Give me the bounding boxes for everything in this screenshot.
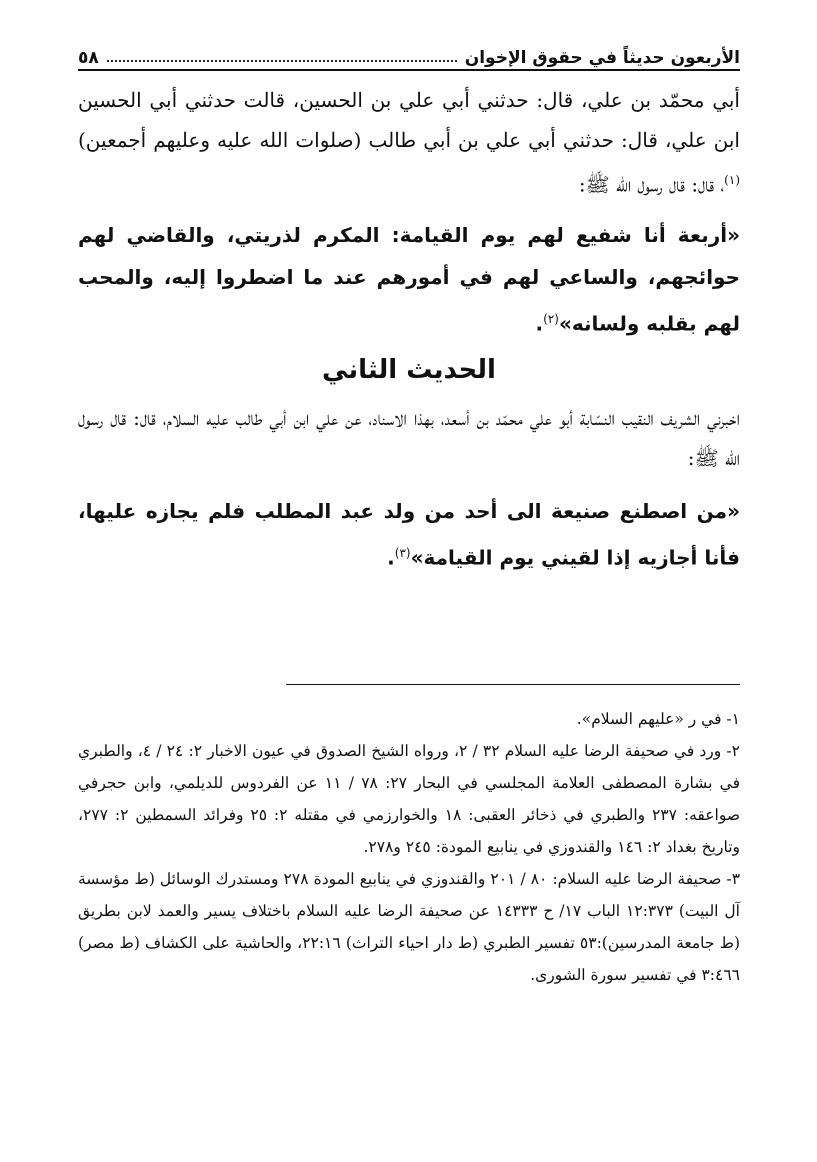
hadith-2-text: «من اصطنع صنيعة الى أحد من ولد عبد المطلب فلم يجازه عليها، فأنا أجازيه إذا لقيني يوم القيامة» <box>78 499 740 570</box>
footnote-ref-1: (١) <box>724 173 740 187</box>
isnad-text-2: اخبرني الشريف النقيب النسّابة أبو علي محمّد بن أسعد، بهذا الاسناد، عن علي ابن أبي طالب عليه السلام، قال: قال رسول الله ﷺ: <box>78 406 740 470</box>
section-title: الحديث الثاني <box>322 355 496 385</box>
hadith-1 <box>78 214 740 345</box>
footnote-1: ١- في ر «عليهم السلام». <box>576 710 740 728</box>
footnotes <box>78 703 740 991</box>
footnote-ref-2: (٢) <box>543 312 559 326</box>
isnad-paragraph-2 <box>78 398 740 478</box>
header-leader-dots <box>107 60 457 62</box>
running-header <box>78 30 740 68</box>
page-number: ٥٨ <box>78 48 99 68</box>
hadith-2 <box>78 490 740 579</box>
footnote-ref-3: (٣) <box>394 546 411 560</box>
running-title: الأربعون حديثاً في حقوق الإخوان <box>464 48 740 68</box>
isnad-text-1: أبي محمّد بن علي، قال: حدثني أبي علي بن الحسين، قالت حدثني أبي الحسين ابن علي، قال: حدثني أبي علي بن أبي طالب (صلوات الله عليه وعليهم أجمعين) <box>78 88 740 152</box>
hadith-2-end: . <box>387 545 395 570</box>
isnad-paragraph-1 <box>78 80 740 205</box>
hadith-1-text: «أربعة أنا شفيع لهم يوم القيامة: المكرم لذريتي، والقاضي لهم حوائجهم، والساعي لهم في أمورهم عند ما اضطروا إليه، والمحب لهم بقلبه ولسانه» <box>78 223 740 336</box>
footnote-separator <box>286 684 740 685</box>
isnad-text-1-end: ، قال: قال رسول الله ﷺ: <box>578 172 725 197</box>
footnote-3: ٣- صحيفة الرضا عليه السلام: ٨٠ / ٢٠١ والقندوزي في ينابيع المودة ٢٧٨ ومستدرك الوسائل (ط مؤسسة آل البيت) ١٢:٣٧٣ الباب ١٧/ ح ١٤٣٣٣ عن صحيفة الرضا عليه السلام باختلاف يسير والعمد لابن بطريق (ط جامعة المدرسين):٥٣ تفسير الطبري (ط دار احياء التراث) ٢٢:١٦، والحاشية على الكشاف (ط مصر) ٣:٤٦٦ في تفسير سورة الشورى. <box>78 870 741 984</box>
footnote-2: ٢- ورد في صحيفة الرضا عليه السلام ٣٢ / ٢، ورواه الشيخ الصدوق في عيون الاخبار ٢: ٢٤ / ٤، والطبري في بشارة المصطفى العلامة المجلسي في البحار ٢٧: ٧٨ / ١١ عن الفردوس للديلمي، وابن حجرفي صواعقه: ٢٣٧ والطبري في ذخائر العقبى: ١٨ والخوارزمي في مقتله ٢: ٢٥ وفرائد السمطين ٢: ٢٧٧، وتاريخ بغداد ٢: ١٤٦ والقندوزي في ينابيع المودة: ٢٤٥ و٢٧٨. <box>78 742 741 856</box>
hadith-1-end: . <box>535 311 544 336</box>
header-rule <box>78 69 740 71</box>
